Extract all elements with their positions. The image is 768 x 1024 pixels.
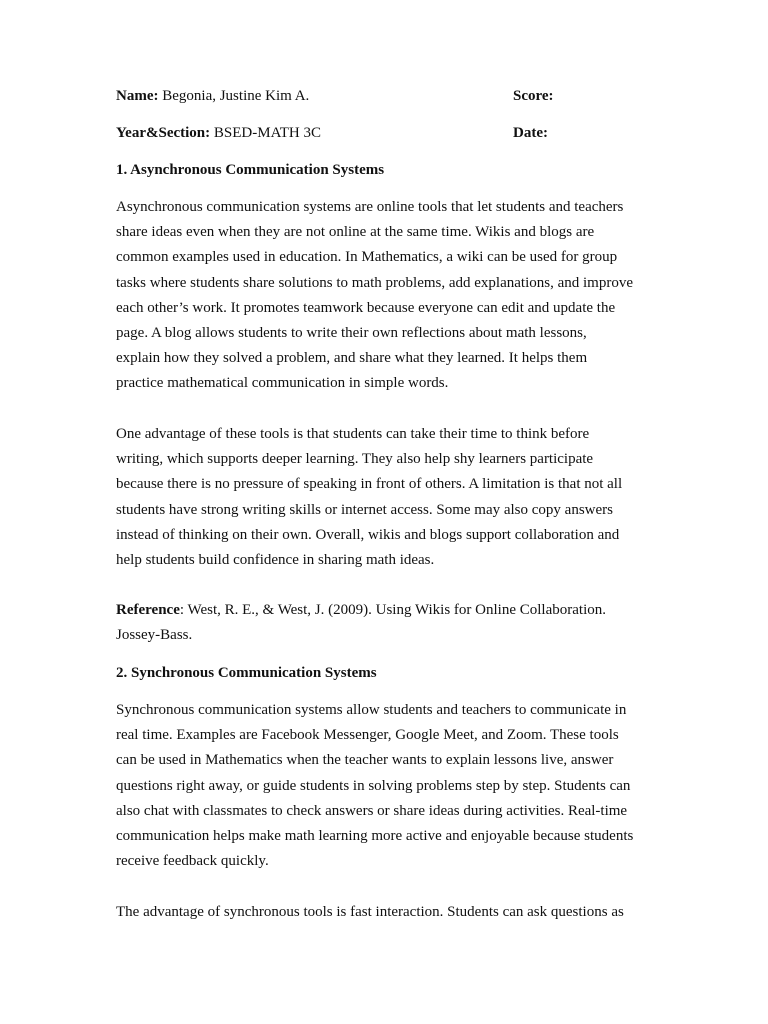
- paragraph-line: tasks where students share solutions to math problems, add explanations, and improve: [116, 274, 633, 291]
- paragraph-line: students have strong writing skills or internet access. Some may also copy answers: [116, 501, 613, 518]
- score-label: Score:: [513, 88, 554, 104]
- reference-line: Jossey-Bass.: [116, 627, 193, 644]
- paragraph-line: The advantage of synchronous tools is fast interaction. Students can ask questions as: [116, 904, 624, 920]
- name-value: Begonia, Justine Kim A.: [162, 88, 310, 104]
- paragraph-line: share ideas even when they are not online at the same time. Wikis and blogs are: [116, 224, 595, 241]
- date-label: Date:: [513, 125, 548, 141]
- section2-title: 2. Synchronous Communication Systems: [116, 665, 377, 681]
- paragraph-line: One advantage of these tools is that students can take their time to think before: [116, 426, 590, 442]
- section1-paragraph-1: [116, 195, 661, 397]
- reference-paragraph: [116, 598, 661, 648]
- section1-paragraph-2: [116, 422, 661, 573]
- section2-paragraph-2: [116, 900, 661, 925]
- paragraph-line: each other’s work. It promotes teamwork because everyone can edit and update the: [116, 299, 616, 316]
- paragraph-line: Synchronous communication systems allow students and teachers to communicate in: [116, 702, 627, 718]
- section-label: Year&Section:: [116, 125, 211, 141]
- name-label: Name:: [116, 88, 159, 104]
- paragraph-line: communication helps make math learning more active and enjoyable because students: [116, 828, 634, 845]
- reference-label: Reference: [116, 602, 180, 618]
- paragraph-line: also chat with classmates to check answers or share ideas during activities. Real-time: [116, 802, 628, 819]
- paragraph-line: help students build confidence in sharing math ideas.: [116, 552, 435, 569]
- paragraph-line: real time. Examples are Facebook Messenger, Google Meet, and Zoom. These tools: [116, 727, 619, 744]
- reference-line: [116, 598, 661, 623]
- paragraph-line: explain how they solved a problem, and share what they learned. It helps them: [116, 350, 588, 367]
- paragraph-line: Asynchronous communication systems are online tools that let students and teachers: [116, 199, 624, 215]
- paragraph-line: questions right away, or guide students in solving problems step by step. Students can: [116, 777, 631, 794]
- section-row: [116, 123, 676, 143]
- paragraph-line: common examples used in education. In Mathematics, a wiki can be used for group: [116, 249, 618, 266]
- paragraph-line: instead of thinking on their own. Overall, wikis and blogs support collaboration and: [116, 526, 620, 543]
- paragraph-line: receive feedback quickly.: [116, 853, 269, 870]
- name-row: [116, 86, 676, 106]
- reference-text: : West, R. E., & West, J. (2009). Using Wikis for Online Collaboration.: [179, 602, 606, 618]
- section2-paragraph-1: [116, 698, 661, 874]
- paragraph-line: can be used in Mathematics when the teacher wants to explain lessons live, answer: [116, 752, 614, 769]
- paragraph-line: practice mathematical communication in simple words.: [116, 375, 449, 392]
- paragraph-line: page. A blog allows students to write their own reflections about math lessons,: [116, 325, 587, 342]
- section-value: BSED-MATH 3C: [213, 125, 321, 141]
- section1-title: 1. Asynchronous Communication Systems: [116, 162, 385, 178]
- paragraph-line: because there is no pressure of speaking in front of others. A limitation is that not all: [116, 476, 623, 493]
- paragraph-line: writing, which supports deeper learning. They also help shy learners participate: [116, 451, 594, 468]
